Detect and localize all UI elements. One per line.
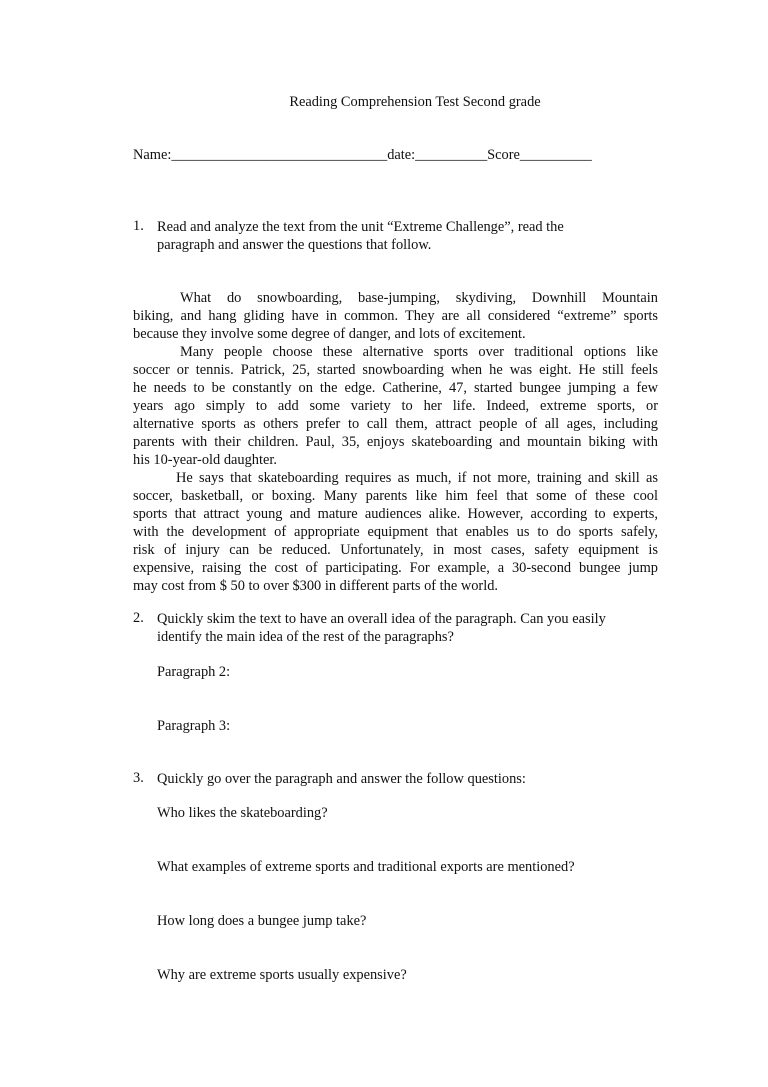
passage-line: expensive, raising the cost of participating. For example, a 30-second bungee jump [133, 560, 658, 576]
name-date-score-line: Name:______________________________date:__________Score__________ [133, 147, 592, 163]
question-line: Quickly skim the text to have an overall idea of the paragraph. Can you easily [157, 611, 606, 627]
passage-line: sports that attract young and mature audiences alike. However, according to experts, [133, 506, 658, 522]
reading-passage [133, 289, 658, 595]
question-line: Read and analyze the text from the unit “Extreme Challenge”, read the [157, 219, 564, 235]
sub-question: Who likes the skateboarding? [157, 805, 328, 821]
passage-line: parents with their children. Paul, 35, enjoys skateboarding and mountain biking with [133, 434, 658, 450]
passage-line: He says that skateboarding requires as much, if not more, training and skill as [176, 470, 658, 486]
passage-line: soccer, basketball, or boxing. Many parents like him feel that some of these cool [133, 488, 658, 504]
passage-line: Many people choose these alternative sports over traditional options like [180, 344, 658, 360]
passage-paragraph-1 [133, 289, 658, 343]
question-line: Quickly go over the paragraph and answer the follow questions: [157, 771, 526, 787]
sub-question: Why are extreme sports usually expensive? [157, 967, 407, 983]
passage-line: soccer or tennis. Patrick, 25, started snowboarding when he was eight. He still feels [133, 362, 658, 378]
question-text [157, 218, 627, 254]
question-number: 2. [133, 610, 144, 626]
question-number: 1. [133, 218, 144, 234]
question-text [157, 610, 657, 646]
question-line: identify the main idea of the rest of the paragraphs? [157, 629, 454, 645]
answer-prompt-paragraph-2: Paragraph 2: [157, 664, 231, 680]
passage-line: his 10-year-old daughter. [133, 452, 277, 468]
question-line: paragraph and answer the questions that follow. [157, 237, 432, 253]
passage-line: he needs to be constantly on the edge. Catherine, 47, started bungee jumping a few [133, 380, 658, 396]
passage-line: years ago simply to add some variety to her life. Indeed, extreme sports, or [133, 398, 658, 414]
passage-line: biking, and hang gliding have in common. They are all considered “extreme” sports [133, 308, 658, 324]
passage-paragraph-2 [133, 343, 658, 469]
passage-line: alternative sports as others prefer to call them, attract people of all ages, including [133, 416, 658, 432]
sub-question: How long does a bungee jump take? [157, 913, 367, 929]
passage-line: may cost from $ 50 to over $300 in different parts of the world. [133, 578, 499, 594]
answer-prompt-paragraph-3: Paragraph 3: [157, 718, 231, 734]
passage-line: What do snowboarding, base-jumping, skydiving, Downhill Mountain [180, 290, 658, 306]
passage-line: because they involve some degree of danger, and lots of excitement. [133, 326, 526, 342]
passage-line: with the development of appropriate equipment that enables us to do sports safely, [133, 524, 658, 540]
page-title: Reading Comprehension Test Second grade [289, 94, 541, 110]
passage-paragraph-3 [133, 469, 658, 595]
question-text [157, 770, 627, 788]
question-number: 3. [133, 770, 144, 786]
sub-question: What examples of extreme sports and traditional exports are mentioned? [157, 859, 575, 875]
passage-line: risk of injury can be reduced. Unfortunately, in most cases, safety equipment is [133, 542, 658, 558]
